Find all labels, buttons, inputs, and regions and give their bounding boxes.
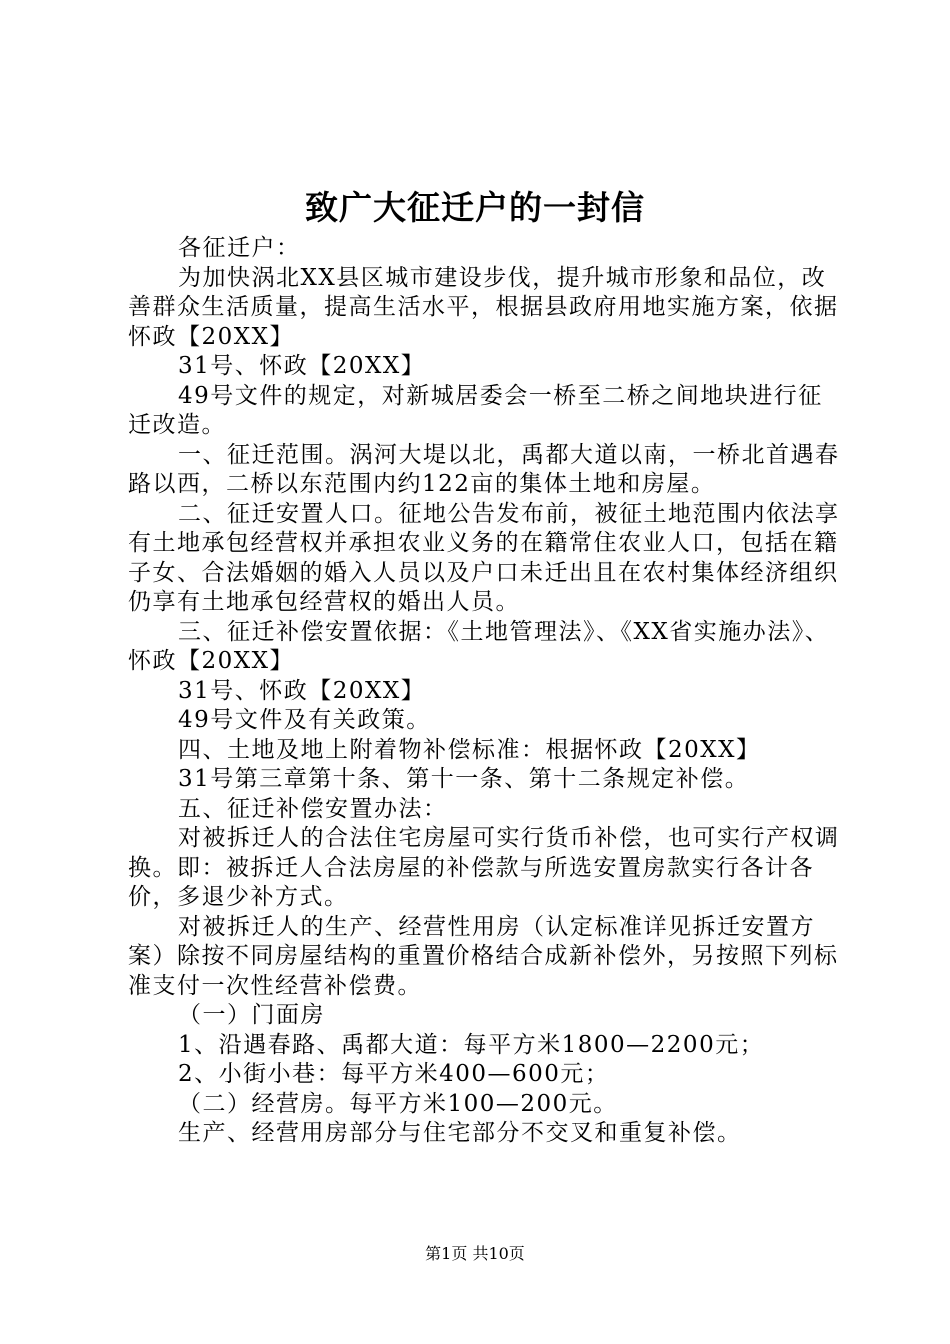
paragraph: 31号、怀政【20XX】 <box>178 353 426 379</box>
paragraph: 一、征迁范围。涡河大堤以北，禹都大道以南，一桥北首遇春路以西，二桥以东范围内约122亩的集体土地和房屋。 <box>128 441 840 497</box>
paragraph: 49号文件及有关政策。 <box>178 707 431 733</box>
paragraph: （一）门面房 <box>178 1002 325 1028</box>
paragraph: 为加快涡北XX县区城市建设步伐，提升城市形象和品位，改善群众生活质量，提高生活水平，根据县政府用地实施方案，依据怀政【20XX】 <box>128 264 839 350</box>
paragraph: 五、征迁补偿安置办法： <box>178 795 448 822</box>
page-number: 第1页 共10页 <box>425 1244 525 1263</box>
paragraph: 生产、经营用房部分与住宅部分不交叉和重复补偿。 <box>178 1120 742 1146</box>
paragraph: 三、征迁补偿安置依据：《土地管理法》、《XX省实施办法》、怀政【20XX】 <box>128 618 830 674</box>
salutation: 各征迁户： <box>178 235 301 261</box>
paragraph: 31号、怀政【20XX】 <box>178 677 426 704</box>
paragraph: 1、沿遇春路、禹都大道：每平方米1800—2200元； <box>178 1031 765 1058</box>
paragraph: 2、小街小巷：每平方米400—600元； <box>178 1061 610 1087</box>
letter-body <box>128 234 840 1149</box>
paragraph: 49号文件的规定，对新城居委会一桥至二桥之间地块进行征迁改造。 <box>128 382 823 438</box>
paragraph: 对被拆迁人的生产、经营性用房（认定标准详见拆迁安置方案）除按不同房屋结构的重置价格结合成新补偿外，另按照下列标准支付一次性经营补偿费。 <box>128 913 839 999</box>
paragraph: 31号第三章第十条、第十一条、第十二条规定补偿。 <box>178 766 750 792</box>
paragraph: 四、土地及地上附着物补偿标准：根据怀政【20XX】 <box>178 736 761 763</box>
paragraph: 二、征迁安置人口。征地公告发布前，被征土地范围内依法享有土地承包经营权并承担农业义务的在籍常住农业人口，包括在籍子女、合法婚姻的婚入人员以及户口未迁出且在农村集体经济组织仍享有土地承包经营权的婚出人员。 <box>128 500 840 615</box>
document-title: 致广大征迁户的一封信 <box>305 188 645 227</box>
paragraph: 对被拆迁人的合法住宅房屋可实行货币补偿，也可实行产权调换。即：被拆迁人合法房屋的补偿款与所选安置房款实行各计各价，多退少补方式。 <box>128 825 840 910</box>
paragraph: （二）经营房。每平方米100—200元。 <box>178 1090 618 1117</box>
